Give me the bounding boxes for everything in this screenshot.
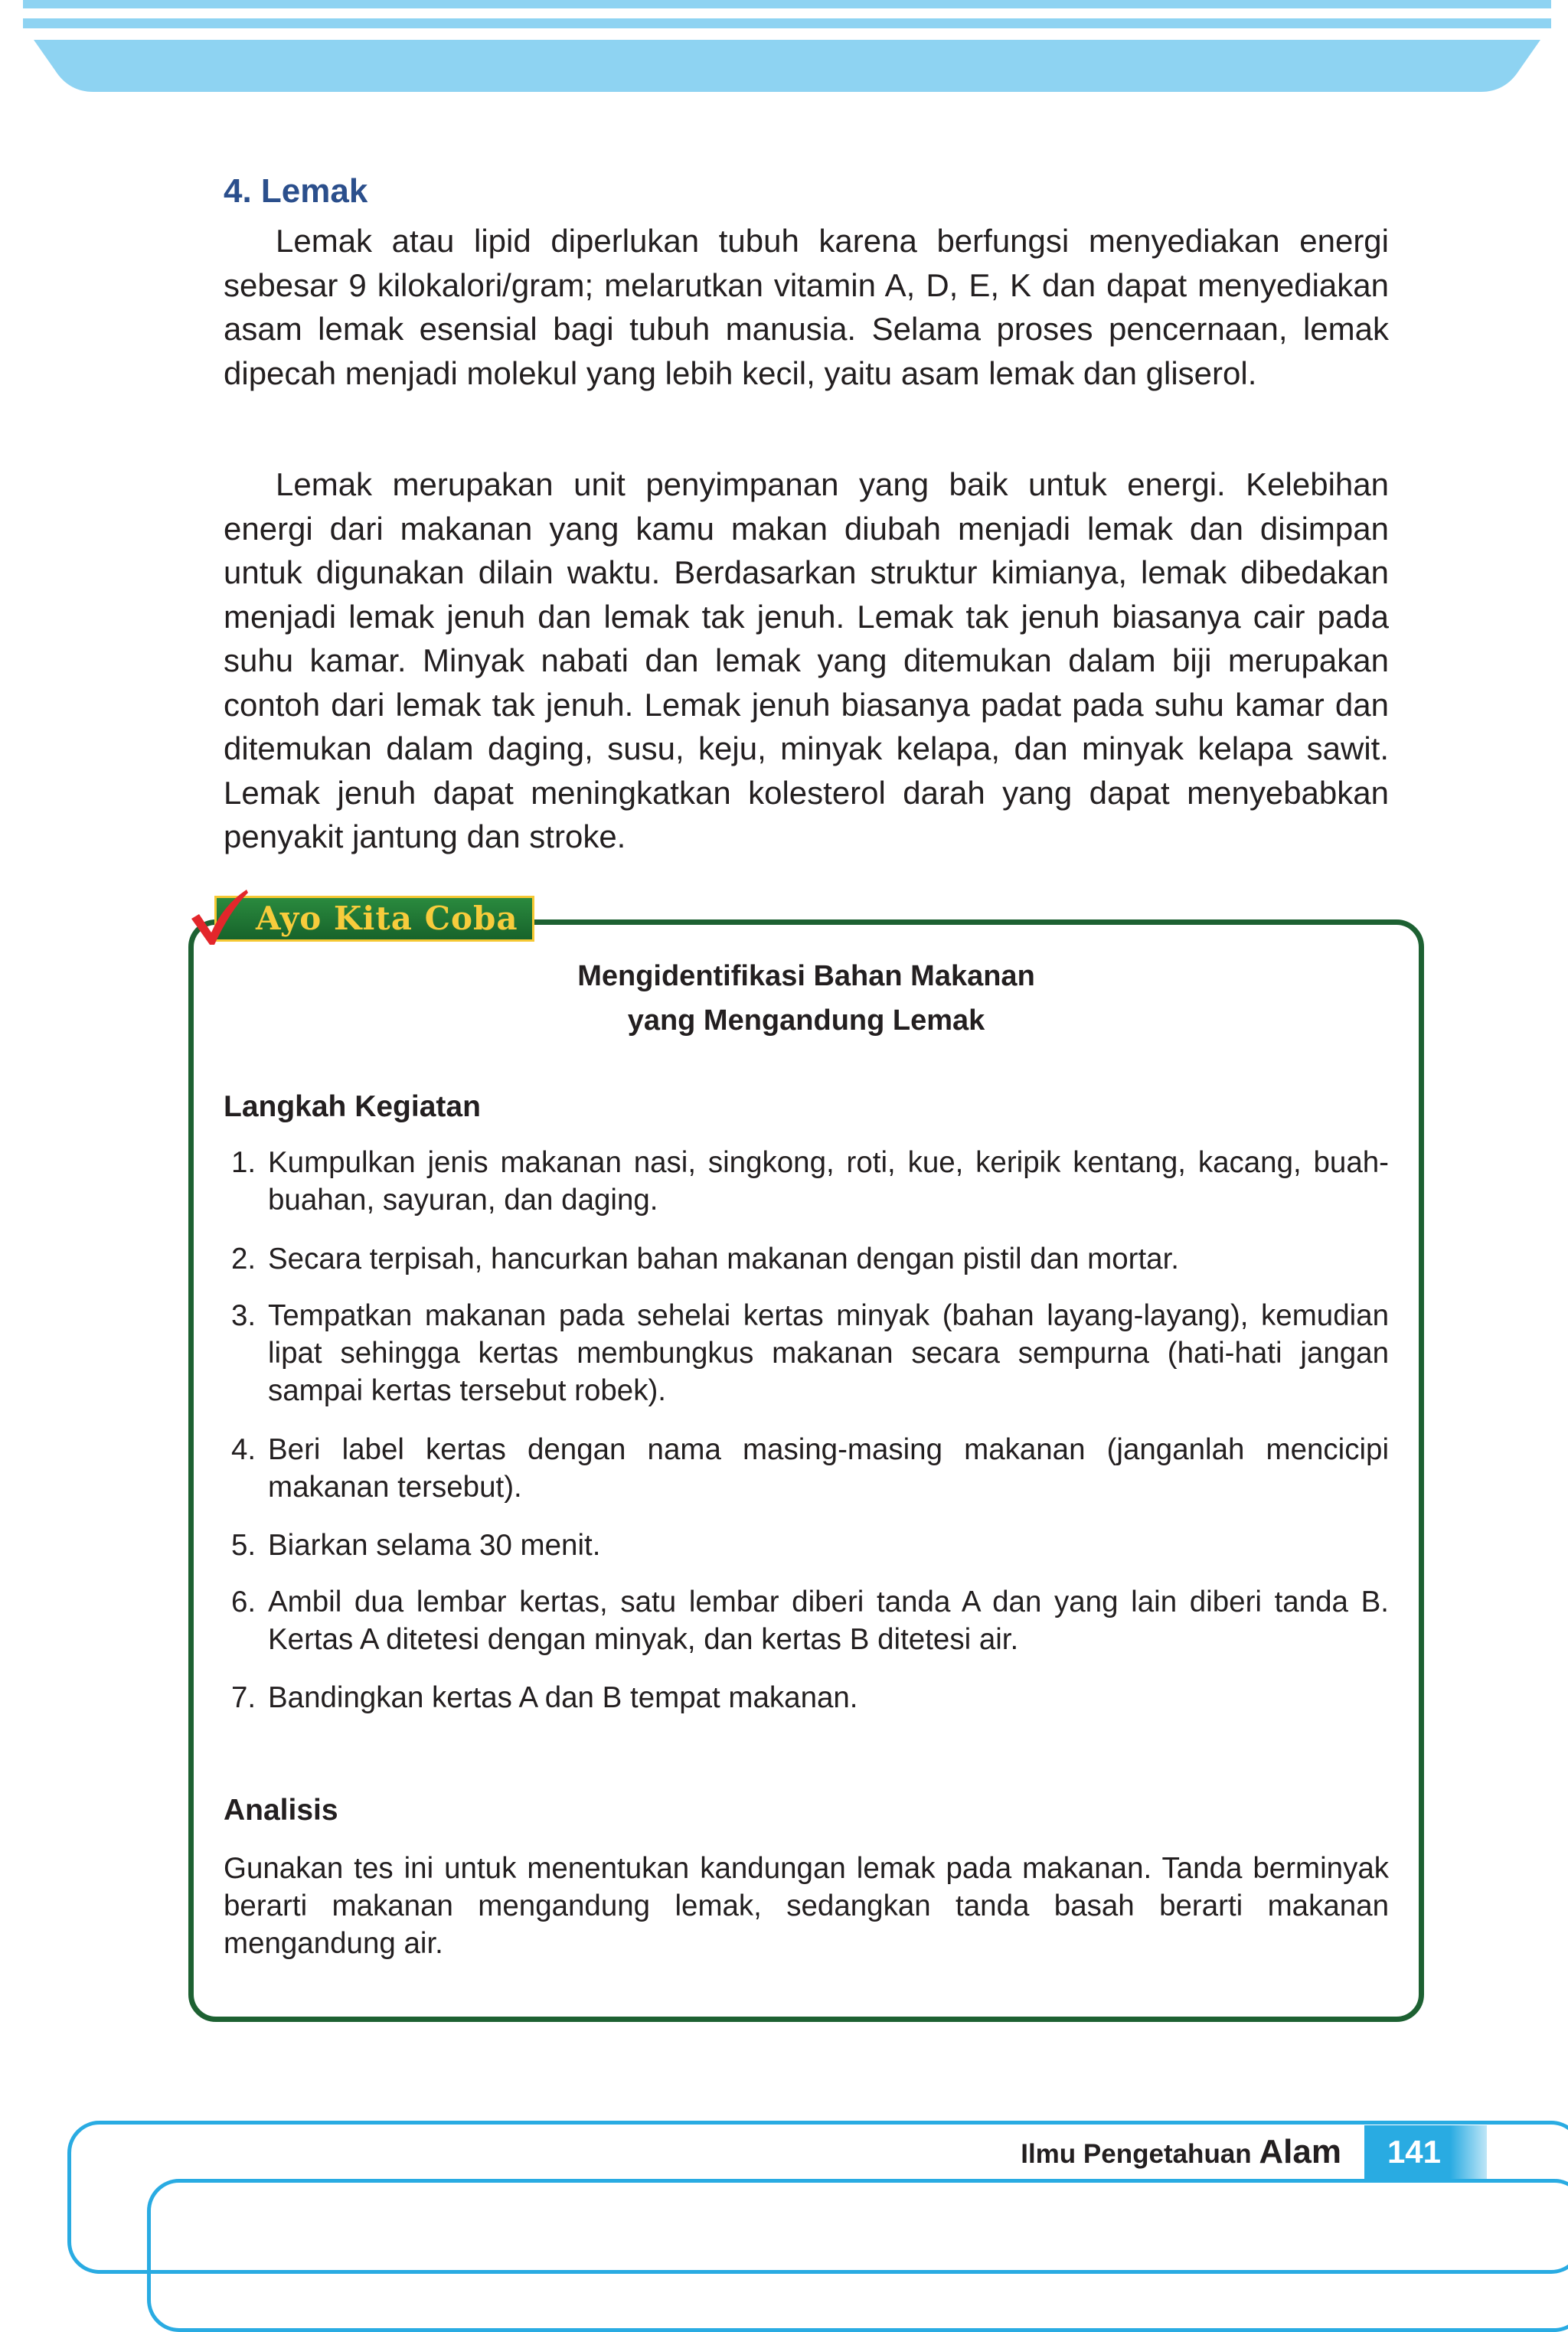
page-number: 141	[1387, 2134, 1442, 2170]
section-heading: 4. Lemak	[224, 172, 368, 210]
activity-title-line-1: Mengidentifikasi Bahan Makanan	[577, 960, 1035, 992]
header-stripe-middle	[23, 18, 1551, 28]
step-item	[231, 1297, 1389, 1409]
body-paragraph: Lemak merupakan unit penyimpanan yang baik untuk energi. Kelebihan energi dari makanan yang kamu makan diubah menjadi lemak dan disimpan untuk digunakan dilain waktu. Berdasarkan struktur kimianya, lemak dibedakan menjadi lemak jenuh dan lemak tak jenuh. Lemak tak jenuh biasanya cair pada suhu kamar. Minyak nabati dan lemak yang ditemukan dalam biji merupakan contoh dari lemak tak jenuh. Lemak jenuh biasanya padat pada suhu kamar dan ditemukan dalam daging, susu, keju, minyak kelapa, dan minyak kelapa sawit. Lemak jenuh dapat meningkatkan kolesterol darah yang dapat menyebabkan penyakit jantung dan stroke.	[224, 466, 1389, 854]
activity-title-line-2: yang Mengandung Lemak	[627, 1004, 985, 1037]
step-text: Beri label kertas dengan nama masing-masing makanan (janganlah mencicipi makanan tersebut).	[268, 1433, 1389, 1504]
body-paragraph: Lemak atau lipid diperlukan tubuh karena berfungsi menyediakan energi sebesar 9 kilokalori/gram; melarutkan vitamin A, D, E, K dan dapat menyediakan asam lemak esensial bagi tubuh manusia. Selama proses pencernaan, lemak dipecah menjadi molekul yang lebih kecil, yaitu asam lemak dan gliserol.	[224, 223, 1389, 391]
footer-frame-inner	[147, 2179, 1568, 2332]
step-text: Secara terpisah, hancurkan bahan makanan dengan pistil dan mortar.	[268, 1243, 1179, 1275]
step-text: Biarkan selama 30 menit.	[268, 1529, 601, 1562]
step-number: 5.	[231, 1529, 256, 1562]
step-number: 4.	[231, 1433, 256, 1466]
checkmark-icon	[188, 888, 250, 946]
step-item	[231, 1431, 1389, 1506]
analysis-text: Gunakan tes ini untuk menentukan kandungan lemak pada makanan. Tanda berminyak berarti makanan mengandung lemak, sedangkan tanda basah berarti makanan mengandung air.	[224, 1852, 1389, 1960]
step-text: Tempatkan makanan pada sehelai kertas minyak (bahan layang-layang), kemudian lipat sehingga kertas membungkus makanan secara sempurna (hati-hati jangan sampai kertas tersebut robek).	[268, 1299, 1389, 1407]
step-item	[231, 1144, 1389, 1219]
footer-book-title	[1021, 2128, 1341, 2178]
step-item	[231, 1527, 1389, 1564]
step-number: 3.	[231, 1299, 256, 1332]
step-number: 2.	[231, 1243, 256, 1275]
step-number: 1.	[231, 1146, 256, 1179]
step-text: Bandingkan kertas A dan B tempat makanan.	[268, 1681, 858, 1714]
badge-label: Ayo Kita Coba	[256, 900, 518, 937]
book-title-prefix: Ilmu Pengetahuan	[1021, 2139, 1252, 2169]
steps-heading: Langkah Kegiatan	[224, 1090, 481, 1123]
step-item	[231, 1679, 1389, 1716]
activity-badge	[188, 888, 545, 946]
step-item	[231, 1583, 1389, 1658]
step-text: Kumpulkan jenis makanan nasi, singkong, roti, kue, keripik kentang, kacang, buah-buahan, sayuran, dan daging.	[268, 1146, 1389, 1217]
step-item	[231, 1240, 1389, 1278]
step-number: 7.	[231, 1681, 256, 1714]
header-stripe-top	[23, 0, 1551, 8]
book-title-emphasis: Alam	[1259, 2133, 1341, 2170]
header-band	[34, 40, 1540, 92]
step-text: Ambil dua lembar kertas, satu lembar diberi tanda A dan yang lain diberi tanda B. Kertas A ditetesi dengan minyak, dan kertas B ditetesi air.	[268, 1586, 1389, 1656]
activity-title	[224, 954, 1389, 1043]
analysis-heading: Analisis	[224, 1794, 338, 1827]
step-number: 6.	[231, 1586, 256, 1618]
